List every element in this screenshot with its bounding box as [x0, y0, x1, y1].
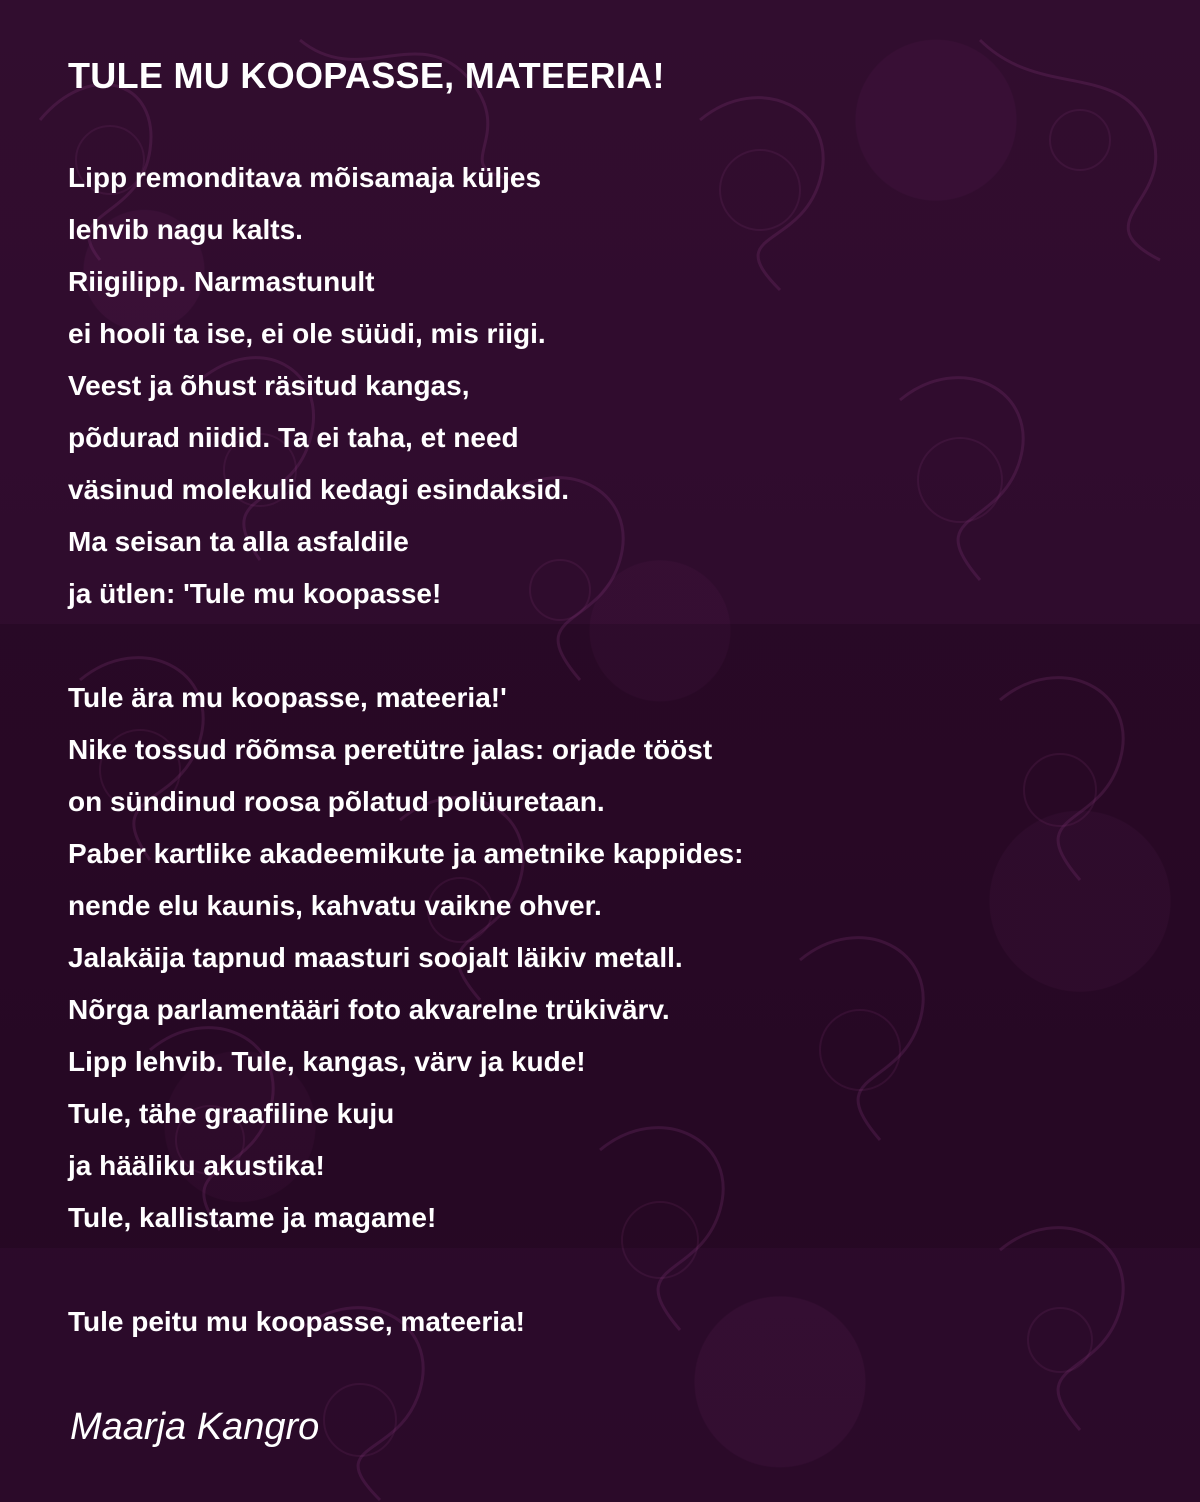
poem-line: Tule, kallistame ja magame!	[68, 1202, 437, 1233]
poem-line: väsinud molekulid kedagi esindaksid.	[68, 474, 570, 505]
poem-line: Tule, tähe graafiline kuju	[68, 1098, 395, 1129]
poem-line: ja hääliku akustika!	[68, 1150, 325, 1181]
poem-line: Tule peitu mu koopasse, mateeria!	[68, 1306, 525, 1337]
poem-line: Ma seisan ta alla asfaldile	[68, 526, 409, 557]
poem-line: Lipp remonditava mõisamaja küljes	[68, 162, 542, 193]
poem-author: Maarja Kangro	[70, 1406, 320, 1448]
poem-line: ja ütlen: 'Tule mu koopasse!	[68, 578, 442, 609]
poem-line: on sündinud roosa põlatud polüuretaan.	[68, 786, 605, 817]
poem-line: lehvib nagu kalts.	[68, 214, 303, 245]
poem-line: Lipp lehvib. Tule, kangas, värv ja kude!	[68, 1046, 586, 1077]
poem-line: Nike tossud rõõmsa peretütre jalas: orjade tööst	[68, 734, 713, 765]
poem-line: Jalakäija tapnud maasturi soojalt läikiv metall.	[68, 942, 683, 973]
poem-line: Tule ära mu koopasse, mateeria!'	[68, 682, 507, 713]
poem-line: ei hooli ta ise, ei ole süüdi, mis riigi.	[68, 318, 546, 349]
poem-line: Paber kartlike akadeemikute ja ametnike kappides:	[68, 838, 744, 869]
stanza-3	[68, 1296, 1148, 1348]
poem-line: Nõrga parlamentääri foto akvarelne trükivärv.	[68, 994, 670, 1025]
poem-container	[68, 52, 1148, 1348]
poem-line: Riigilipp. Narmastunult	[68, 266, 375, 297]
poem-line: Veest ja õhust räsitud kangas,	[68, 370, 470, 401]
poem-line: põdurad niidid. Ta ei taha, et need	[68, 422, 519, 453]
stanza-1	[68, 152, 1148, 620]
poem-title: TULE MU KOOPASSE, MATEERIA!	[68, 55, 665, 96]
poem-line: nende elu kaunis, kahvatu vaikne ohver.	[68, 890, 602, 921]
stanza-2	[68, 672, 1148, 1244]
